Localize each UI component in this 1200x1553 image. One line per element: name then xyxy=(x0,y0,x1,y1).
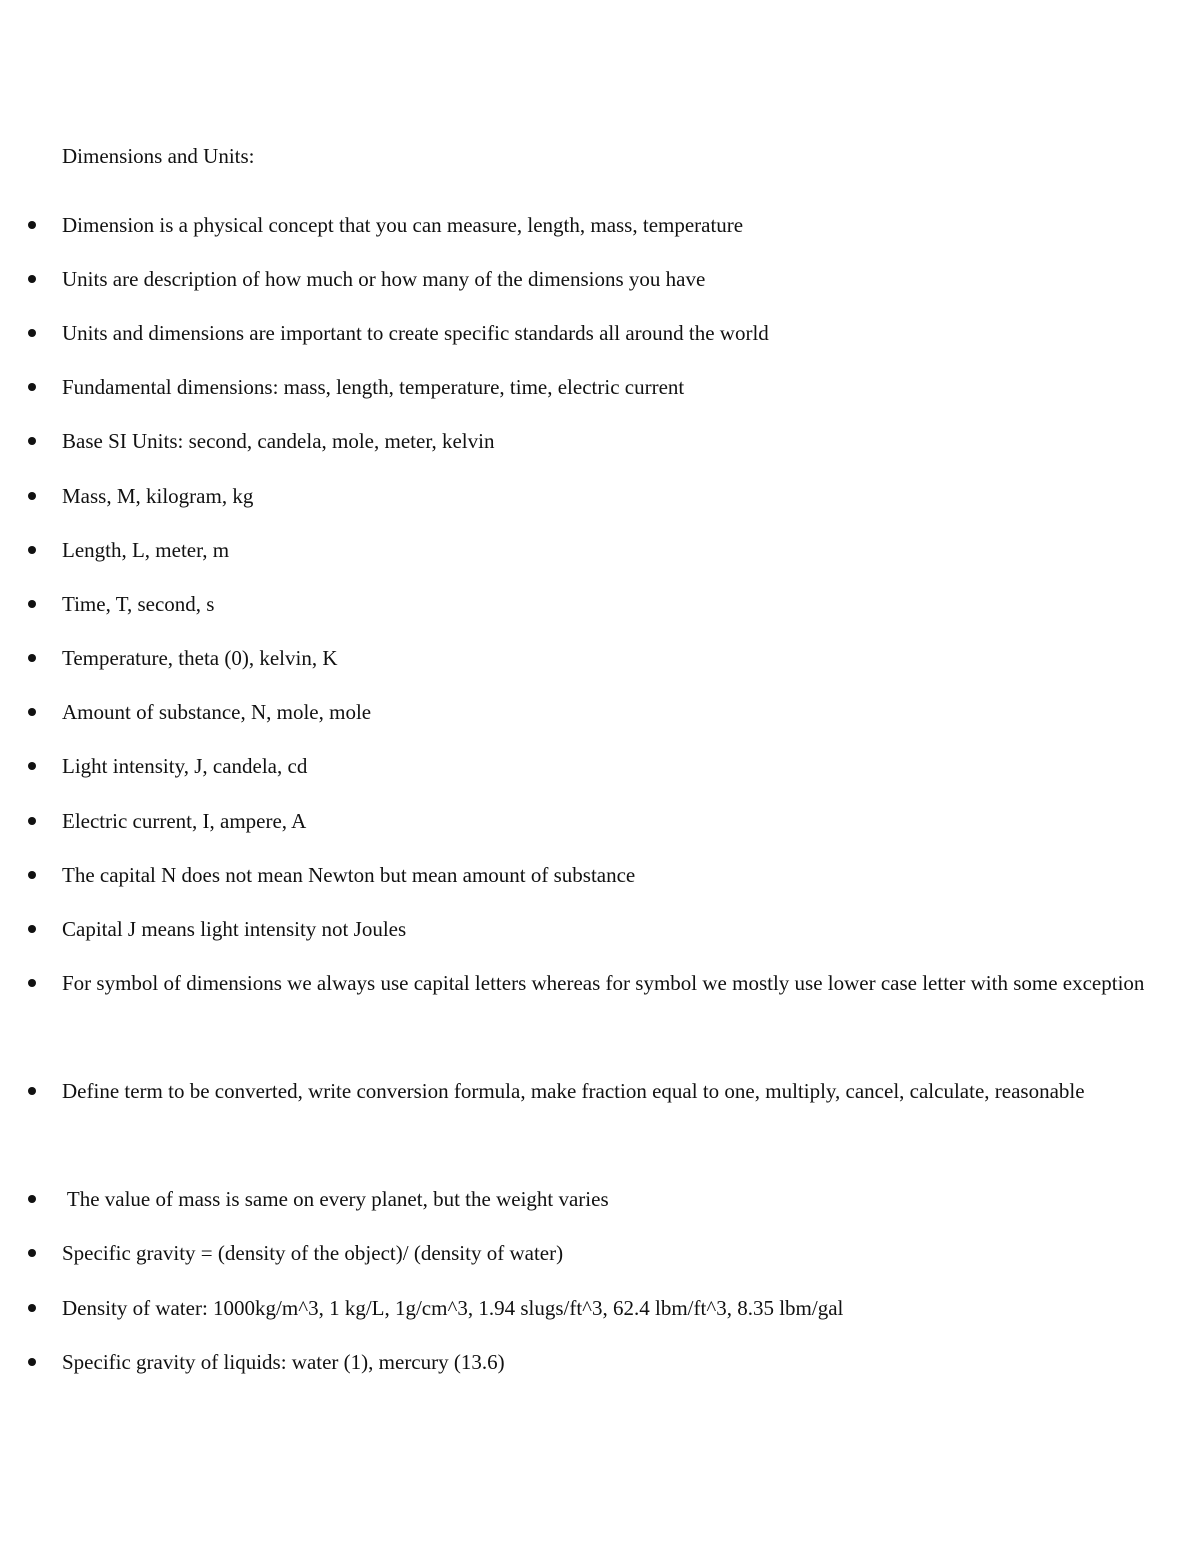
list-item-text: Mass, M, kilogram, kg xyxy=(62,484,254,508)
bullet-icon xyxy=(28,762,36,770)
bullet-icon xyxy=(28,708,36,716)
list-item-text: Dimension is a physical concept that you can measure, length, mass, temperature xyxy=(62,213,744,237)
list-item-text: Electric current, I, ampere, A xyxy=(62,809,307,833)
list-item-text: Specific gravity of liquids: water (1), mercury (13.6) xyxy=(62,1350,505,1374)
list-item-text: Base SI Units: second, candela, mole, meter, kelvin xyxy=(62,429,495,453)
bullet-icon xyxy=(28,979,36,987)
bullet-icon xyxy=(28,925,36,933)
bullet-icon xyxy=(28,492,36,500)
list-item-text: Units are description of how much or how many of the dimensions you have xyxy=(62,267,706,291)
list-item-text: The capital N does not mean Newton but mean amount of substance xyxy=(62,863,636,887)
list-item-text: Density of water: 1000kg/m^3, 1 kg/L, 1g/cm^3, 1.94 slugs/ft^3, 62.4 lbm/ft^3, 8.35 lbm/gal xyxy=(62,1296,844,1320)
document-heading: Dimensions and Units: xyxy=(62,144,255,168)
bullet-icon xyxy=(28,383,36,391)
list-item-text: Specific gravity = (density of the object)/ (density of water) xyxy=(62,1241,564,1265)
list-item-text: Time, T, second, s xyxy=(62,592,215,616)
list-item-text: Light intensity, J, candela, cd xyxy=(62,754,308,778)
list-item-text: Fundamental dimensions: mass, length, temperature, time, electric current xyxy=(62,375,685,399)
bullet-icon xyxy=(28,329,36,337)
bullet-icon xyxy=(28,1249,36,1257)
list-item-text: Length, L, meter, m xyxy=(62,538,230,562)
bullet-icon xyxy=(28,1195,36,1203)
bullet-icon xyxy=(28,871,36,879)
bullet-icon xyxy=(28,817,36,825)
list-item-text: Amount of substance, N, mole, mole xyxy=(62,700,372,724)
list-item-text: Define term to be converted, write conversion formula, make fraction equal to one, multiply, cancel, calculate, reasonable xyxy=(62,1079,1085,1103)
list-item-text: Units and dimensions are important to create specific standards all around the world xyxy=(62,321,769,345)
bullet-icon xyxy=(28,1087,36,1095)
bullet-icon xyxy=(28,437,36,445)
bullet-icon xyxy=(28,600,36,608)
list-item-text: The value of mass is same on every planet, but the weight varies xyxy=(62,1187,609,1211)
bullet-icon xyxy=(28,1304,36,1312)
list-item-text: Temperature, theta (0), kelvin, K xyxy=(62,646,338,670)
list-item-text: Capital J means light intensity not Joules xyxy=(62,917,407,941)
bullet-icon xyxy=(28,1358,36,1366)
bullet-icon xyxy=(28,275,36,283)
bullet-icon xyxy=(28,654,36,662)
bullet-icon xyxy=(28,221,36,229)
bullet-icon xyxy=(28,546,36,554)
list-item-text: For symbol of dimensions we always use capital letters whereas for symbol we mostly use lower case letter with some exception xyxy=(62,971,1145,995)
